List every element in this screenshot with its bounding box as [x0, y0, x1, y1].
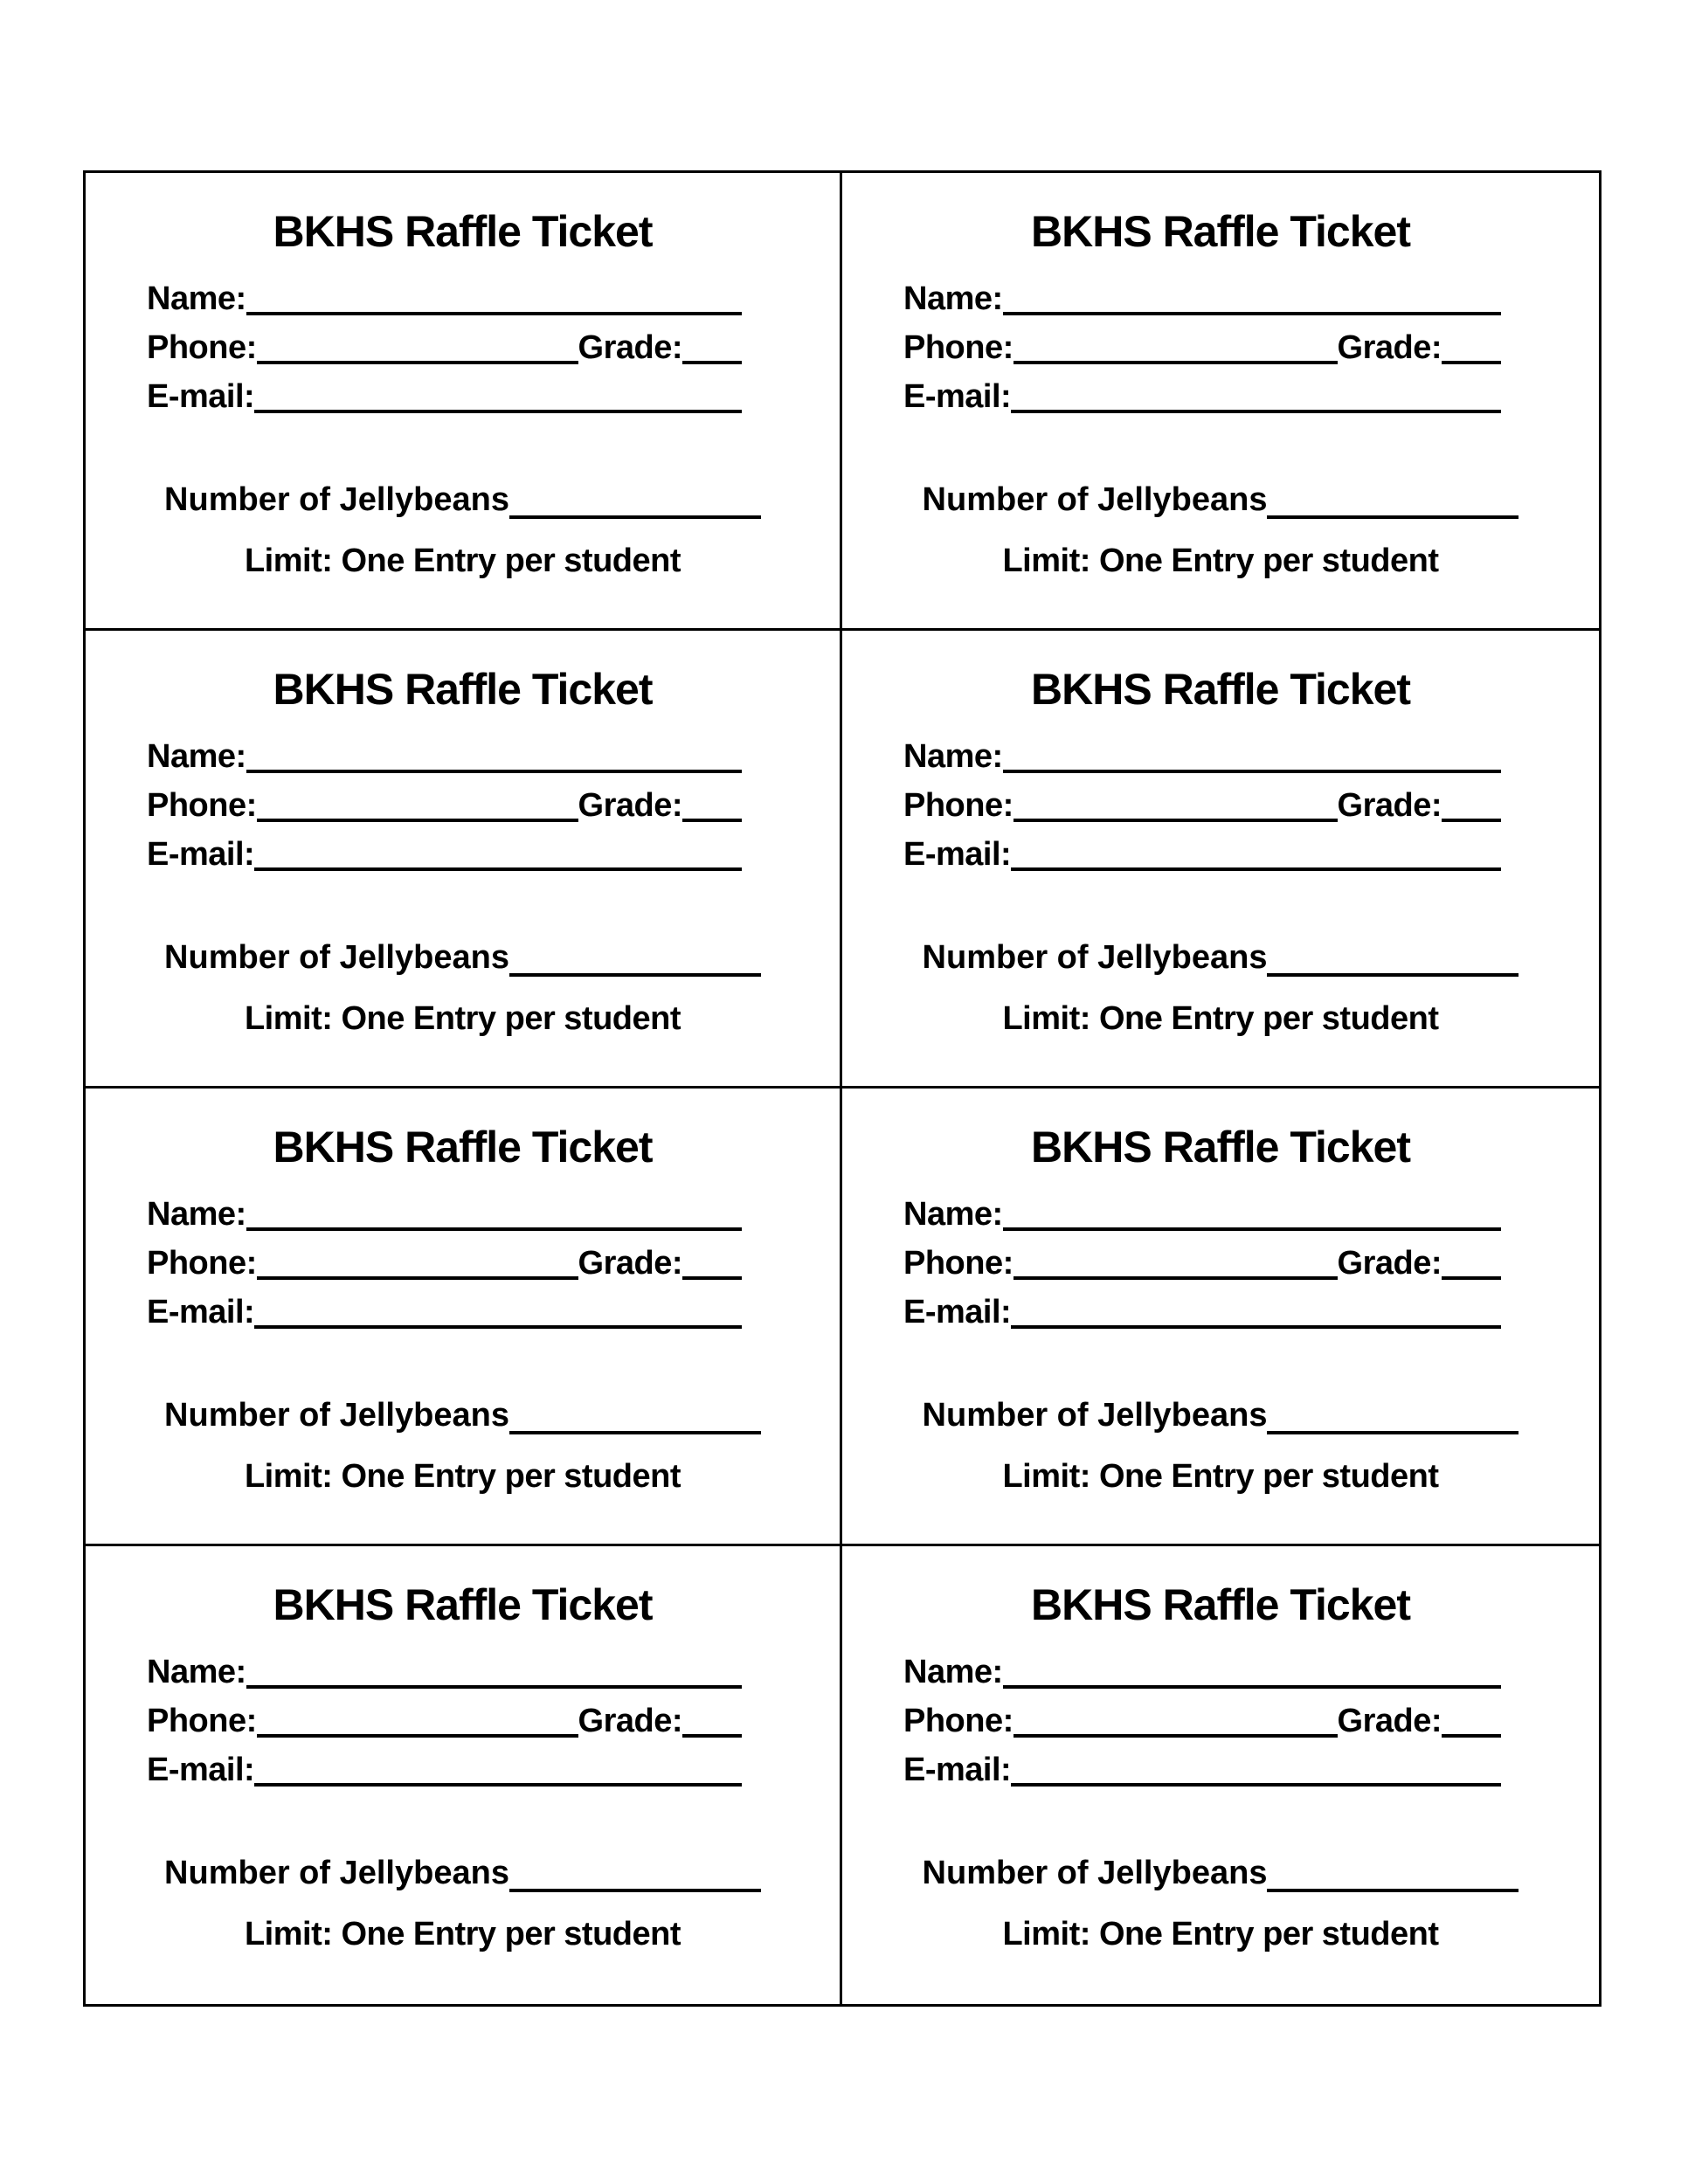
grade-label: Grade: — [1337, 1703, 1442, 1739]
email-row — [86, 1280, 840, 1329]
email-row — [842, 1280, 1599, 1329]
limit-text: Limit: One Entry per student — [244, 1458, 681, 1495]
phone-label: Phone: — [147, 787, 257, 824]
name-row — [842, 724, 1599, 773]
email-blank-line — [1011, 867, 1501, 871]
jellybeans-row — [842, 1386, 1599, 1434]
grade-blank-line — [1442, 819, 1501, 822]
phone-label: Phone: — [903, 1703, 1013, 1739]
ticket-title: BKHS Raffle Ticket — [1031, 665, 1410, 714]
phone-label: Phone: — [903, 1245, 1013, 1282]
name-label: Name: — [903, 1654, 1003, 1690]
limit-text: Limit: One Entry per student — [244, 1916, 681, 1952]
email-blank-line — [254, 1325, 742, 1329]
phone-blank-line — [1013, 1276, 1338, 1280]
name-blank-line — [1003, 1685, 1501, 1689]
jellybeans-label: Number of Jellybeans — [164, 939, 509, 976]
name-blank-line — [1003, 1227, 1501, 1231]
email-blank-line — [1011, 410, 1501, 413]
jellybeans-label: Number of Jellybeans — [164, 481, 509, 518]
email-label: E-mail: — [147, 1294, 255, 1330]
email-row — [86, 822, 840, 871]
grade-label: Grade: — [578, 329, 682, 366]
grade-blank-line — [1442, 361, 1501, 364]
name-label: Name: — [147, 738, 246, 775]
phone-row — [842, 315, 1599, 364]
jellybeans-blank-line — [509, 1889, 761, 1892]
limit-text: Limit: One Entry per student — [244, 1000, 681, 1037]
grade-blank-line — [1442, 1734, 1501, 1738]
name-row — [842, 1182, 1599, 1231]
raffle-ticket — [86, 631, 842, 1089]
limit-text: Limit: One Entry per student — [244, 543, 681, 579]
grade-blank-line — [682, 1734, 742, 1738]
jellybeans-row — [842, 928, 1599, 977]
grade-label: Grade: — [578, 787, 682, 824]
jellybeans-row — [86, 1843, 840, 1892]
phone-label: Phone: — [903, 787, 1013, 824]
phone-row — [86, 773, 840, 822]
name-row — [86, 724, 840, 773]
jellybeans-label: Number of Jellybeans — [922, 1855, 1268, 1891]
raffle-ticket-sheet — [83, 170, 1602, 2007]
phone-blank-line — [257, 1276, 578, 1280]
email-label: E-mail: — [903, 378, 1012, 415]
phone-label: Phone: — [147, 329, 257, 366]
jellybeans-label: Number of Jellybeans — [164, 1397, 509, 1434]
phone-label: Phone: — [147, 1245, 257, 1282]
raffle-ticket — [86, 1546, 842, 2004]
raffle-ticket — [86, 1089, 842, 1546]
phone-blank-line — [257, 361, 578, 364]
name-label: Name: — [903, 738, 1003, 775]
name-row — [86, 1640, 840, 1689]
jellybeans-row — [86, 928, 840, 977]
jellybeans-row — [842, 1843, 1599, 1892]
grade-label: Grade: — [1337, 329, 1442, 366]
limit-text: Limit: One Entry per student — [1002, 1458, 1439, 1495]
raffle-ticket — [842, 631, 1599, 1089]
jellybeans-row — [86, 1386, 840, 1434]
name-label: Name: — [147, 280, 246, 317]
jellybeans-label: Number of Jellybeans — [922, 481, 1268, 518]
email-label: E-mail: — [147, 836, 255, 873]
phone-row — [86, 315, 840, 364]
phone-blank-line — [257, 1734, 578, 1738]
grade-label: Grade: — [1337, 787, 1442, 824]
grade-label: Grade: — [1337, 1245, 1442, 1282]
ticket-title: BKHS Raffle Ticket — [273, 1580, 653, 1629]
name-blank-line — [246, 1685, 742, 1689]
phone-row — [86, 1689, 840, 1738]
email-row — [842, 1738, 1599, 1787]
email-label: E-mail: — [903, 1294, 1012, 1330]
email-row — [86, 1738, 840, 1787]
ticket-title: BKHS Raffle Ticket — [273, 665, 653, 714]
ticket-title: BKHS Raffle Ticket — [1031, 1580, 1410, 1629]
grade-label: Grade: — [578, 1245, 682, 1282]
raffle-ticket — [86, 173, 842, 631]
phone-blank-line — [1013, 1734, 1338, 1738]
phone-row — [86, 1231, 840, 1280]
phone-blank-line — [1013, 819, 1338, 822]
raffle-ticket — [842, 1089, 1599, 1546]
phone-blank-line — [257, 819, 578, 822]
ticket-grid — [83, 170, 1602, 2007]
email-row — [842, 364, 1599, 413]
name-row — [842, 266, 1599, 315]
phone-label: Phone: — [903, 329, 1013, 366]
ticket-title: BKHS Raffle Ticket — [1031, 207, 1410, 256]
jellybeans-label: Number of Jellybeans — [164, 1855, 509, 1891]
raffle-ticket — [842, 1546, 1599, 2004]
grade-label: Grade: — [578, 1703, 682, 1739]
email-label: E-mail: — [147, 1752, 255, 1788]
email-blank-line — [254, 1783, 742, 1787]
email-blank-line — [254, 867, 742, 871]
email-label: E-mail: — [903, 836, 1012, 873]
phone-label: Phone: — [147, 1703, 257, 1739]
jellybeans-blank-line — [1267, 1431, 1519, 1434]
jellybeans-blank-line — [509, 1431, 761, 1434]
email-label: E-mail: — [903, 1752, 1012, 1788]
phone-blank-line — [1013, 361, 1338, 364]
email-blank-line — [254, 410, 742, 413]
jellybeans-blank-line — [1267, 973, 1519, 977]
name-blank-line — [246, 770, 742, 773]
email-row — [86, 364, 840, 413]
email-label: E-mail: — [147, 378, 255, 415]
phone-row — [842, 1231, 1599, 1280]
grade-blank-line — [682, 819, 742, 822]
name-blank-line — [1003, 312, 1501, 315]
jellybeans-row — [86, 470, 840, 519]
limit-text: Limit: One Entry per student — [1002, 1000, 1439, 1037]
jellybeans-row — [842, 470, 1599, 519]
name-label: Name: — [903, 280, 1003, 317]
name-label: Name: — [903, 1196, 1003, 1233]
name-row — [842, 1640, 1599, 1689]
grade-blank-line — [1442, 1276, 1501, 1280]
name-blank-line — [246, 312, 742, 315]
jellybeans-label: Number of Jellybeans — [922, 1397, 1268, 1434]
ticket-title: BKHS Raffle Ticket — [1031, 1123, 1410, 1171]
name-label: Name: — [147, 1654, 246, 1690]
jellybeans-blank-line — [1267, 515, 1519, 519]
jellybeans-blank-line — [1267, 1889, 1519, 1892]
name-row — [86, 1182, 840, 1231]
email-blank-line — [1011, 1783, 1501, 1787]
limit-text: Limit: One Entry per student — [1002, 543, 1439, 579]
email-row — [842, 822, 1599, 871]
phone-row — [842, 773, 1599, 822]
ticket-title: BKHS Raffle Ticket — [273, 207, 653, 256]
jellybeans-blank-line — [509, 973, 761, 977]
name-row — [86, 266, 840, 315]
limit-text: Limit: One Entry per student — [1002, 1916, 1439, 1952]
name-blank-line — [1003, 770, 1501, 773]
name-blank-line — [246, 1227, 742, 1231]
phone-row — [842, 1689, 1599, 1738]
jellybeans-label: Number of Jellybeans — [922, 939, 1268, 976]
grade-blank-line — [682, 1276, 742, 1280]
raffle-ticket — [842, 173, 1599, 631]
grade-blank-line — [682, 361, 742, 364]
ticket-title: BKHS Raffle Ticket — [273, 1123, 653, 1171]
name-label: Name: — [147, 1196, 246, 1233]
email-blank-line — [1011, 1325, 1501, 1329]
jellybeans-blank-line — [509, 515, 761, 519]
